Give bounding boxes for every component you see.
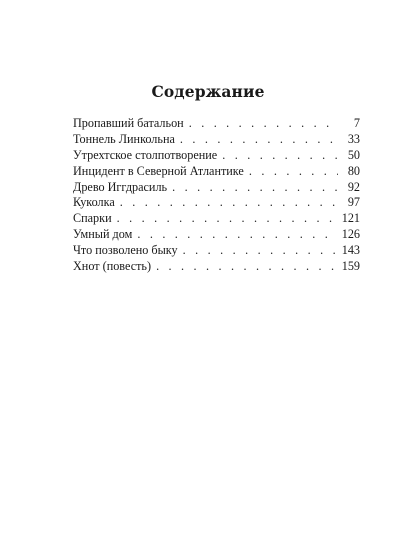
toc-entry-title: Пропавший батальон [73,116,184,130]
toc-entry [73,259,360,275]
toc-leader-dots [189,116,338,132]
toc-entry [73,180,360,196]
toc-leader-dots [120,195,338,211]
toc-leader-dots [137,227,337,243]
toc-entry [73,227,360,243]
toc-entry-page: 126 [341,227,360,242]
toc-entry-page: 33 [347,131,360,146]
toc-entry-title: Инцидент в Северной Атлантике [73,163,244,178]
toc-entry-title: Что позволено быку [73,243,178,258]
toc-entry [73,132,360,148]
toc-entry [73,164,360,180]
toc-entry [73,148,360,164]
toc-entry [73,211,360,227]
toc-entry-title: Умный дом [73,227,133,242]
toc-leader-dots [156,259,338,275]
toc-entry [73,116,360,132]
toc-entry-page: 50 [347,147,360,162]
toc-entry-page: 121 [341,211,360,226]
toc-entry-page: 80 [347,163,360,178]
toc-entry [73,243,360,259]
toc-leader-dots [172,180,338,196]
toc-entry-title: Тоннель Линкольна [73,131,175,146]
toc-entry [73,195,360,211]
toc-entry-title: Древо Иггдрасиль [73,179,168,194]
toc-list [73,116,360,275]
toc-entry-page: 97 [347,195,360,210]
toc-leader-dots [117,211,338,227]
toc-leader-dots [249,164,338,180]
toc-entry-title: Утрехтское столпотворение [73,147,218,162]
toc-entry-page: 7 [353,116,360,130]
toc-entry-title: Куколка [73,195,115,210]
toc-leader-dots [180,132,338,148]
toc-heading: Содержание [151,82,265,101]
toc-entry-title: Хнот (повесть) [73,259,152,274]
toc-entry-title: Спарки [73,211,112,226]
toc-leader-dots [222,148,338,164]
toc-leader-dots [183,243,338,259]
toc-entry-page: 143 [341,243,360,258]
toc-entry-page: 92 [347,179,360,194]
toc-entry-page: 159 [341,259,360,274]
